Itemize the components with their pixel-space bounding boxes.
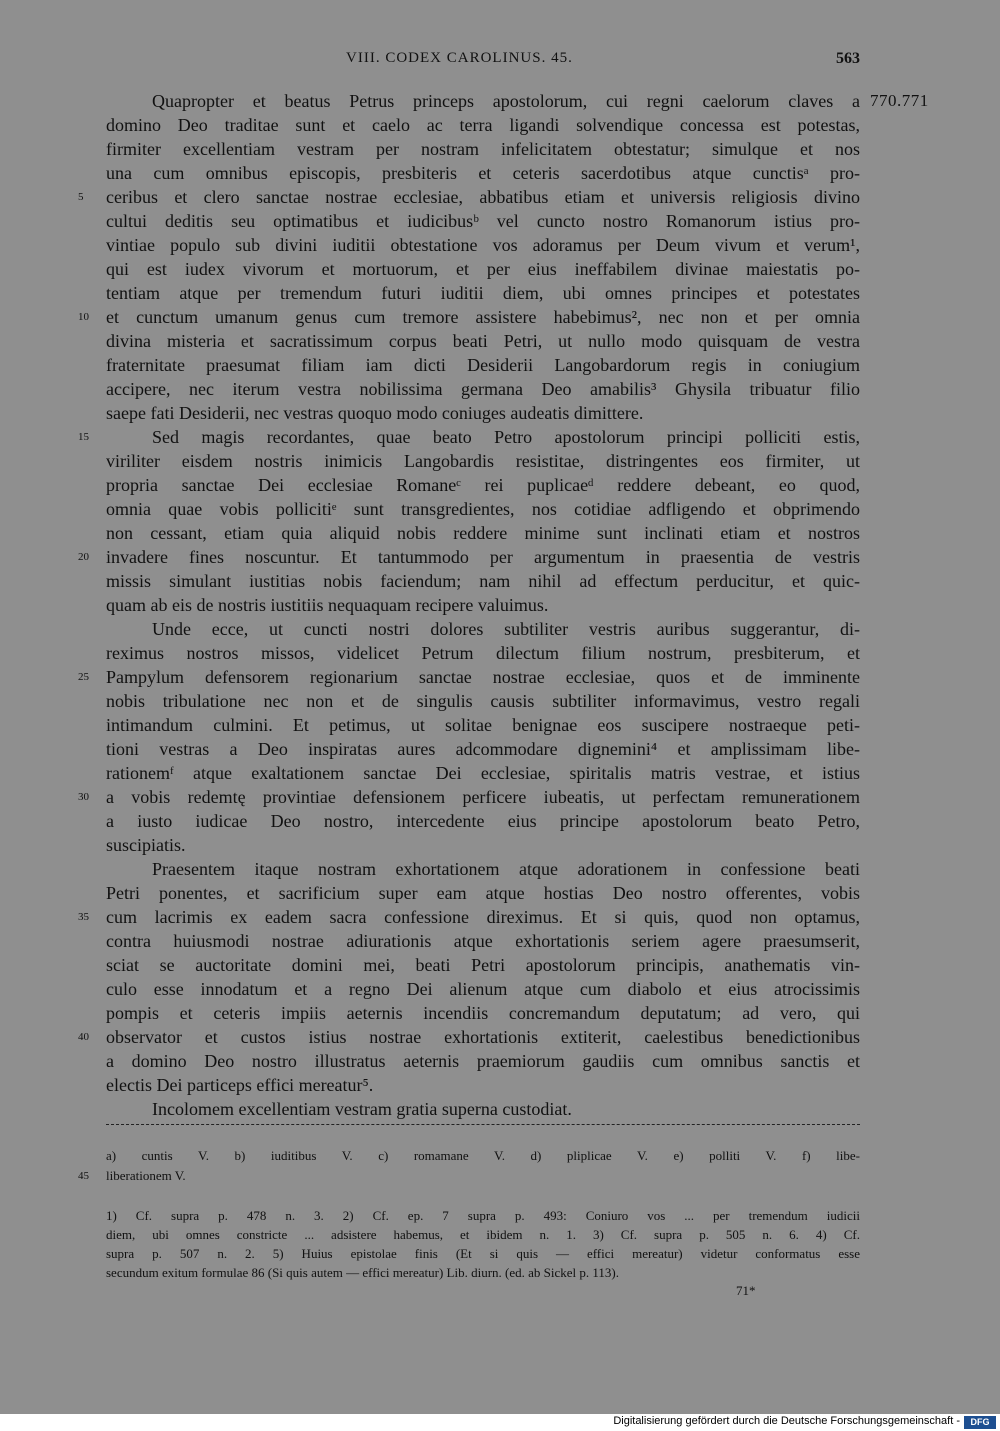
footer-credit: Digitalisierung gefördert durch die Deutsche Forschungsgemeinschaft - xyxy=(613,1415,960,1427)
text-line: missis simulant iustitias nobis faciendum; nam nihil ad effectum perducitur, et quic- xyxy=(106,571,860,591)
text-line: omnia quae vobis pollicitiᵉ sunt transgredientes, nos cotidiae adfligendo et obprimendo xyxy=(106,499,860,519)
line-number: 45 xyxy=(78,1170,89,1182)
text-line: invadere fines noscuntur. Et tantummodo per argumentum in praesentia de vestris xyxy=(106,547,860,567)
text-line: et cunctum umanum genus cum tremore assistere habebimus², nec non et per omnia xyxy=(106,307,860,327)
text-line: non cessant, etiam quia aliquid nobis reddere minime sunt inclinati etiam et nostros xyxy=(106,523,860,543)
line-number: 15 xyxy=(78,431,89,443)
text-line: a vobis redemtę provintiae defensionem perficere iubeatis, ut perfectam remunerationem xyxy=(106,787,860,807)
text-line: nobis tribulatione nec non et de singulis causis subtiliter informavimus, vestro regali xyxy=(106,691,860,711)
page-header xyxy=(106,50,860,72)
text-line: firmiter excellentiam vestram per nostram infelicitatem obtestatur; simulque et nos xyxy=(106,139,860,159)
text-line: una cum omnibus episcopis, presbiteris et ceteris sacerdotibus atque cunctisᵃ pro- xyxy=(106,163,860,183)
text-line: ceribus et clero sanctae nostrae ecclesiae, abbatibus etiam et universis religiosis divino xyxy=(106,187,860,207)
text-line: divina misteria et sacratissimum corpus beati Petri, ut nullo modo quisquam de vestra xyxy=(106,331,860,351)
running-title: VIII. CODEX CAROLINUS. 45. xyxy=(346,50,573,66)
text-line: qui est iudex vivorum et mortuorum, et per eius ineffabilem divinae maiestatis po- xyxy=(106,259,860,279)
line-number: 10 xyxy=(78,311,89,323)
text-line: Petri ponentes, et sacrificium super eam atque hostias Deo nostro offerentes, vobis xyxy=(106,883,860,903)
text-line: domino Deo traditae sunt et caelo ac terra ligandi solvendique concessa est potestas, xyxy=(106,115,860,135)
text-line: saepe fati Desiderii, nec vestras quoquo modo coniuges audeatis dimittere. xyxy=(106,403,644,423)
text-line: a domino Deo nostro illustratus aeternis praemiorum gaudiis cum omnibus sanctis et xyxy=(106,1051,860,1071)
text-line: cultui deditis seu optimatibus et iudicibusᵇ vel cuncto nostro Romanorum istius pro- xyxy=(106,211,860,231)
text-line: accipere, nec iterum vestra nobilissima germana Deo amabilis³ Ghysila tribuatur filio xyxy=(106,379,860,399)
apparatus-line: liberationem V. xyxy=(106,1168,186,1183)
text-line: contra huiusmodi nostrae adiurationis atque exhortationis seriem agere praesumserit, xyxy=(106,931,860,951)
text-line: reximus nostros missos, videlicet Petrum dilectum filium nostrum, presbiterum, et xyxy=(106,643,860,663)
text-line: Incolomem excellentiam vestram gratia superna custodiat. xyxy=(152,1099,572,1119)
text-line: a iusto iudicae Deo nostro, intercedente eius principe apostolorum beato Petro, xyxy=(106,811,860,831)
line-number: 35 xyxy=(78,911,89,923)
text-line: tentiam atque per tremendum futuri iuditii diem, ubi omnes principes et potestates xyxy=(106,283,860,303)
line-number: 30 xyxy=(78,791,89,803)
line-number: 5 xyxy=(78,191,84,203)
text-line: Pampylum defensorem regionarium sanctae nostrae ecclesiae, quos et de imminente xyxy=(106,667,860,687)
margin-date-note: 770.771 xyxy=(870,91,929,110)
text-line: observator et custos istius nostrae exhortationis extiterit, caelestibus benedictionibus xyxy=(106,1027,860,1047)
apparatus-line: a) cuntis V. b) iuditibus V. c) romamane V. d) pliplicae V. e) polliti V. f) libe- xyxy=(106,1148,860,1163)
text-line: Unde ecce, ut cuncti nostri dolores subtiliter vestris auribus suggerantur, di- xyxy=(152,619,860,639)
text-line: fraternitate praesumat filiam iam dicti Desiderii Langobardorum regis in coniugium xyxy=(106,355,860,375)
text-line: Praesentem itaque nostram exhortationem atque adorationem in confessione beati xyxy=(152,859,860,879)
line-number: 25 xyxy=(78,671,89,683)
text-line: viriliter eisdem nostris inimicis Langobardis resistitae, distringentes eos firmiter, ut xyxy=(106,451,860,471)
text-line: pompis et ceteris impiis aeternis incendiis concremandum deputatum; ad vero, qui xyxy=(106,1003,860,1023)
text-line: propria sanctae Dei ecclesiae Romaneᶜ rei puplicaeᵈ reddere debeant, eo quod, xyxy=(106,475,860,495)
text-line: culo esse innodatum et a regno Dei alienum atque cum diabolo et eius atrocissimis xyxy=(106,979,860,999)
page-number: 563 xyxy=(836,50,860,67)
separator-rule xyxy=(106,1124,860,1125)
text-line: Sed magis recordantes, quae beato Petro apostolorum principi polliciti estis, xyxy=(152,427,860,447)
text-line: vintiae populo sub divini iuditii obtestatione vos adoramus per Deum vivum et verum¹, xyxy=(106,235,860,255)
text-line: electis Dei particeps effici mereatur⁵. xyxy=(106,1075,374,1095)
line-number: 40 xyxy=(78,1031,89,1043)
dfg-logo[interactable]: DFG xyxy=(964,1416,996,1429)
footnote-line: supra p. 507 n. 2. 5) Huius epistolae finis (Et si quis — effici mereatur) videtur conformatus esse xyxy=(106,1246,860,1261)
text-line: rationemᶠ atque exaltationem sanctae Dei ecclesiae, spiritalis matris vestrae, et istius xyxy=(106,763,860,783)
text-line: Quapropter et beatus Petrus princeps apostolorum, cui regni caelorum claves a xyxy=(152,91,860,111)
footnote-line: 1) Cf. supra p. 478 n. 3. 2) Cf. ep. 7 supra p. 493: Coniuro vos ... per tremendum iudicii xyxy=(106,1208,860,1223)
signature-mark: 71* xyxy=(736,1283,756,1298)
text-line: intimandum culmini. Et petimus, ut solitae benignae eos suscipere nostraeque peti- xyxy=(106,715,860,735)
digitization-footer xyxy=(0,1414,1000,1431)
text-line: suscipiatis. xyxy=(106,835,186,855)
text-line: sciat se auctoritate domini mei, beati Petri apostolorum principis, anathematis vin- xyxy=(106,955,860,975)
footnote-line: diem, ubi omnes constricte ... adsistere habemus, et ibidem n. 1. 3) Cf. supra p. 505 n. 6. 4) Cf. xyxy=(106,1227,860,1242)
footnote-line: secundum exitum formulae 86 (Si quis autem — effici mereatur) Lib. diurn. (ed. ab Sickel p. 113). xyxy=(106,1265,620,1280)
line-number: 20 xyxy=(78,551,89,563)
text-line: quam ab eis de nostris iustitiis nequaquam recipere valuimus. xyxy=(106,595,549,615)
text-line: tioni vestras a Deo inspiratas aures adcommodare dignemini⁴ et amplissimam libe- xyxy=(106,739,860,759)
text-line: cum lacrimis ex eadem sacra confessione direximus. Et si quis, quod non optamus, xyxy=(106,907,860,927)
